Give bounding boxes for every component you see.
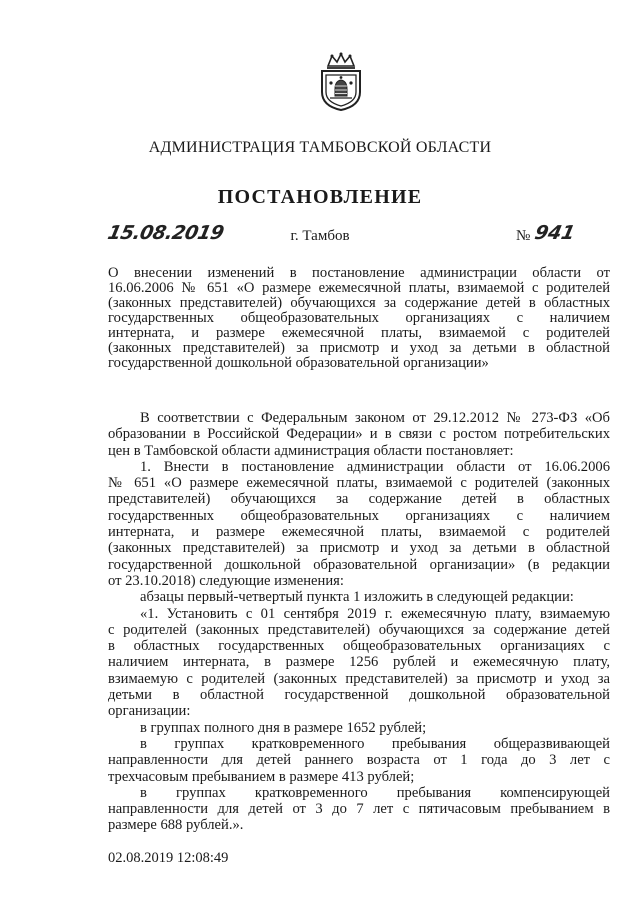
body-line: с родителей (законных представителей) обучающихся за содержание детей xyxy=(108,621,610,638)
body-line: образовании в Российской Федерации» и в связи с ростом потребительских xyxy=(108,426,610,443)
body-line: 1. Внести в постановление администрации области от 16.06.2006 xyxy=(140,458,610,475)
body-line: размере 688 рублей.». xyxy=(108,817,244,834)
body-line: «1. Установить с 01 сентября 2019 г. ежемесячную плату, взимаемую xyxy=(140,605,610,622)
body-line: В соответствии с Федеральным законом от 29.12.2012 № 273-ФЗ «Об xyxy=(140,410,610,426)
print-timestamp: 02.08.2019 12:08:49 xyxy=(108,850,229,866)
body-line: представителей) обучающихся за содержание детей в областных xyxy=(108,491,610,508)
body-line: в областных государственных общеобразовательных организациях с xyxy=(108,638,610,655)
document-title: ПОСТАНОВЛЕНИЕ xyxy=(217,186,423,208)
document-date: 15.08.2019 xyxy=(105,222,226,244)
body-line: государственной дошкольной образовательной организации» (в редакции xyxy=(108,556,610,573)
subject-line: (законных представителей) за присмотр и уход за детьми в областной xyxy=(108,340,610,356)
body-line: направленности для детей раннего возраста от 1 года до 3 лет с xyxy=(108,752,610,769)
body-line: абзацы первый-четвертый пункта 1 изложить в следующей редакции: xyxy=(140,589,574,606)
subject-line: О внесении изменений в постановление администрации области от xyxy=(108,265,610,281)
coat-of-arms-icon xyxy=(318,52,364,112)
body-line: интерната, и размере ежемесячной платы, взимаемой с родителей xyxy=(108,524,610,541)
body-block xyxy=(108,410,610,834)
document-city: г. Тамбов xyxy=(290,228,350,244)
body-line: в группах кратковременного пребывания общеразвивающей xyxy=(140,735,610,752)
subject-block xyxy=(108,266,610,371)
body-line: детьми в областной государственной дошкольной образовательной xyxy=(108,687,610,704)
body-line: в группах полного дня в размере 1652 рублей; xyxy=(140,719,427,736)
body-line: от 23.10.2018) следующие изменения: xyxy=(108,572,344,589)
subject-line: интерната, и размере ежемесячной платы, взимаемой с родителей xyxy=(108,325,610,341)
body-line: № 651 «О размере ежемесячной платы, взимаемой с родителей (законных xyxy=(108,475,610,492)
body-line: в группах кратковременного пребывания компенсирующей xyxy=(140,784,610,801)
organization-name: АДМИНИСТРАЦИЯ ТАМБОВСКОЙ ОБЛАСТИ xyxy=(148,139,492,156)
body-line: (законных представителей) за присмотр и уход за детьми в областной xyxy=(108,540,610,557)
subject-line: государственных общеобразовательных организациях с наличием xyxy=(108,310,610,326)
body-line: взимаемую с родителей (законных представителей) за присмотр и уход за xyxy=(108,670,610,687)
document-number: 941 xyxy=(532,222,578,244)
body-line: организации: xyxy=(108,703,191,720)
subject-line: (законных представителей) обучающихся за содержание детей в областных xyxy=(108,295,610,311)
body-line: трехчасовым пребыванием в размере 413 рублей; xyxy=(108,768,415,785)
subject-line: 16.06.2006 № 651 «О размере ежемесячной платы, взимаемой с родителей xyxy=(108,280,610,296)
body-line: направленности для детей от 3 до 7 лет с пятичасовым пребыванием в xyxy=(108,801,610,818)
body-line: наличием интерната, в размере 1256 рублей и ежемесячную плату, xyxy=(108,654,610,671)
document-number-label: № xyxy=(516,228,531,244)
body-line: цен в Тамбовской области администрация области постановляет: xyxy=(108,442,514,459)
body-line: государственных общеобразовательных организациях с наличием xyxy=(108,507,610,524)
subject-line: государственной дошкольной образовательной организации» xyxy=(108,355,489,371)
